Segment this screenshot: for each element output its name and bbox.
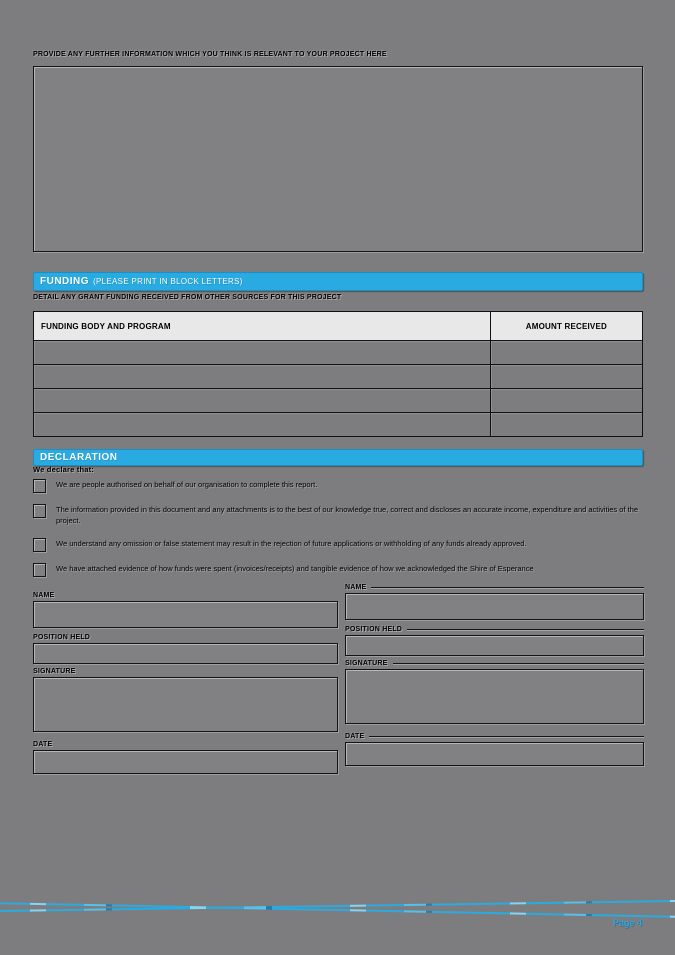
funding-table-row xyxy=(34,365,643,389)
signature-label: SIGNATURE xyxy=(345,660,644,667)
funding-table-header-row xyxy=(34,312,643,341)
declaration-checkbox[interactable] xyxy=(33,538,46,552)
signature-input-left[interactable] xyxy=(33,677,338,732)
declaration-section-title: DECLARATION xyxy=(40,452,118,463)
page-number: Page 4 xyxy=(612,918,642,928)
amount-received-cell[interactable] xyxy=(490,365,642,389)
position-held-label: POSITION HELD xyxy=(33,634,91,641)
position-held-label: POSITION HELD xyxy=(345,626,644,633)
funding-body-column-header: FUNDING BODY AND PROGRAM xyxy=(34,312,491,341)
declaration-item-label: We are people authorised on behalf of our organisation to complete this report. xyxy=(56,480,318,489)
declaration-item-label: We have attached evidence of how funds were spent (invoices/receipts) and tangible evidence of how we acknowledged the Shire of Esperance xyxy=(56,563,534,573)
position-input-right[interactable] xyxy=(345,635,644,656)
declaration-checkbox[interactable] xyxy=(33,563,46,577)
funding-table xyxy=(33,311,643,437)
declaration-item xyxy=(33,537,645,552)
signature-label: SIGNATURE xyxy=(33,668,76,675)
name-input-right[interactable] xyxy=(345,593,644,620)
date-input-right[interactable] xyxy=(345,742,644,766)
funding-table-row xyxy=(34,413,643,437)
declaration-intro: We declare that: xyxy=(33,465,94,474)
declaration-item-label: We understand any omission or false statement may result in the rejection of future applications or withholding of any funds already approved. xyxy=(56,538,527,548)
declaration-section-header xyxy=(33,449,643,466)
declaration-item xyxy=(33,503,645,527)
name-input-left[interactable] xyxy=(33,601,338,628)
funding-section-header xyxy=(33,272,643,291)
amount-received-cell[interactable] xyxy=(490,389,642,413)
name-label: NAME xyxy=(345,584,644,591)
signatory-column-right xyxy=(345,576,644,766)
date-label: DATE xyxy=(33,741,53,748)
funding-body-cell[interactable] xyxy=(34,389,491,413)
declaration-item xyxy=(33,478,645,493)
funding-section-subtitle: (PLEASE PRINT IN BLOCK LETTERS) xyxy=(93,277,243,286)
funding-section-title: FUNDING xyxy=(40,276,90,287)
further-info-label: PROVIDE ANY FURTHER INFORMATION WHICH YOU THINK IS RELEVANT TO YOUR PROJECT HERE xyxy=(33,51,387,58)
funding-body-cell[interactable] xyxy=(34,413,491,437)
date-input-left[interactable] xyxy=(33,750,338,774)
declaration-checkbox[interactable] xyxy=(33,504,46,518)
name-label: NAME xyxy=(33,592,55,599)
further-info-textarea[interactable] xyxy=(33,66,643,252)
declaration-item-label: The information provided in this document and any attachments is to the best of our knowledge true, correct and discloses an accurate income, expenditure and activities of the project. xyxy=(56,505,638,525)
funding-body-cell[interactable] xyxy=(34,365,491,389)
declaration-checkbox[interactable] xyxy=(33,479,46,493)
declaration-items xyxy=(33,478,645,587)
amount-received-cell[interactable] xyxy=(490,413,642,437)
funding-detail-label: DETAIL ANY GRANT FUNDING RECEIVED FROM OTHER SOURCES FOR THIS PROJECT xyxy=(33,294,342,301)
position-input-left[interactable] xyxy=(33,643,338,664)
funding-body-cell[interactable] xyxy=(34,341,491,365)
date-label: DATE xyxy=(345,733,644,740)
funding-table-row xyxy=(34,341,643,365)
amount-received-column-header: AMOUNT RECEIVED xyxy=(490,312,642,341)
declaration-item xyxy=(33,562,645,577)
signatory-column-left xyxy=(33,584,338,774)
funding-table-row xyxy=(34,389,643,413)
amount-received-cell[interactable] xyxy=(490,341,642,365)
signature-input-right[interactable] xyxy=(345,669,644,724)
